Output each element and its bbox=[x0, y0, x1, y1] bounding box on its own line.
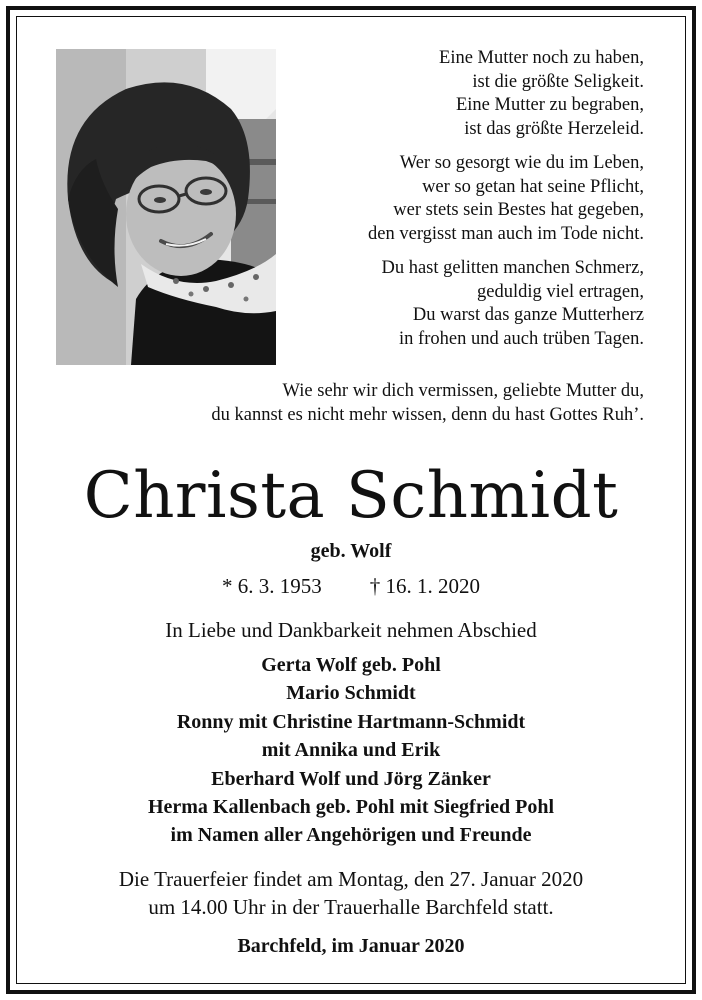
closing-verse-line: du kannst es nicht mehr wissen, denn du hast Gottes Ruh’. bbox=[211, 405, 644, 425]
poem-line: ist das größte Herzeleid. bbox=[464, 118, 644, 139]
place-and-date: Barchfeld, im Januar 2020 bbox=[237, 935, 465, 957]
service-line: Die Trauerfeier findet am Montag, den 27. Januar 2020 bbox=[118, 867, 584, 891]
mourner-line: im Namen aller Angehörigen und Freunde bbox=[170, 824, 532, 847]
mourner-line: mit Annika und Erik bbox=[261, 739, 441, 762]
portrait-photo bbox=[56, 49, 276, 365]
poem-line: wer stets sein Bestes hat gegeben, bbox=[393, 200, 644, 220]
closing-verse-line: Wie sehr wir dich vermissen, geliebte Mutter du, bbox=[282, 381, 644, 401]
poem-line: ist die größte Seligkeit. bbox=[472, 71, 644, 92]
deceased-name: Christa Schmidt bbox=[83, 459, 619, 533]
funeral-service-info bbox=[0, 865, 702, 921]
poem-stanza bbox=[264, 152, 644, 246]
birth-name: geb. Wolf bbox=[310, 540, 392, 562]
poem-line: Du hast gelitten manchen Schmerz, bbox=[381, 258, 644, 278]
death-date: † 16. 1. 2020 bbox=[369, 574, 480, 598]
poem-line: Eine Mutter zu begraben, bbox=[455, 95, 644, 115]
farewell-line: In Liebe und Dankbarkeit nehmen Abschied bbox=[165, 618, 537, 642]
mourner-line: Ronny mit Christine Hartmann-Schmidt bbox=[176, 710, 526, 733]
poem-line: wer so getan hat seine Pflicht, bbox=[422, 176, 644, 197]
mourners-list bbox=[0, 651, 702, 850]
birth-date: * 6. 3. 1953 bbox=[222, 574, 322, 598]
mourner-line: Eberhard Wolf und Jörg Zänker bbox=[211, 767, 491, 790]
life-dates bbox=[0, 574, 702, 599]
mourner-line: Gerta Wolf geb. Pohl bbox=[261, 654, 441, 676]
mourner-line: Herma Kallenbach geb. Pohl mit Siegfried Pohl bbox=[147, 796, 555, 819]
poem bbox=[264, 47, 644, 362]
poem-line: geduldig viel ertragen, bbox=[477, 281, 644, 302]
poem-line: den vergisst man auch im Tode nicht. bbox=[368, 223, 644, 244]
poem-line: Wer so gesorgt wie du im Leben, bbox=[399, 153, 644, 173]
mourner-line: Mario Schmidt bbox=[286, 682, 416, 705]
poem-line: Du warst das ganze Mutterherz bbox=[412, 305, 644, 325]
closing-verse bbox=[211, 379, 644, 427]
poem-stanza bbox=[264, 47, 644, 141]
poem-line: in frohen und auch trüben Tagen. bbox=[399, 328, 644, 349]
poem-line: Eine Mutter noch zu haben, bbox=[439, 48, 644, 68]
poem-stanza bbox=[264, 257, 644, 351]
service-line: um 14.00 Uhr in der Trauerhalle Barchfeld statt. bbox=[148, 895, 554, 919]
